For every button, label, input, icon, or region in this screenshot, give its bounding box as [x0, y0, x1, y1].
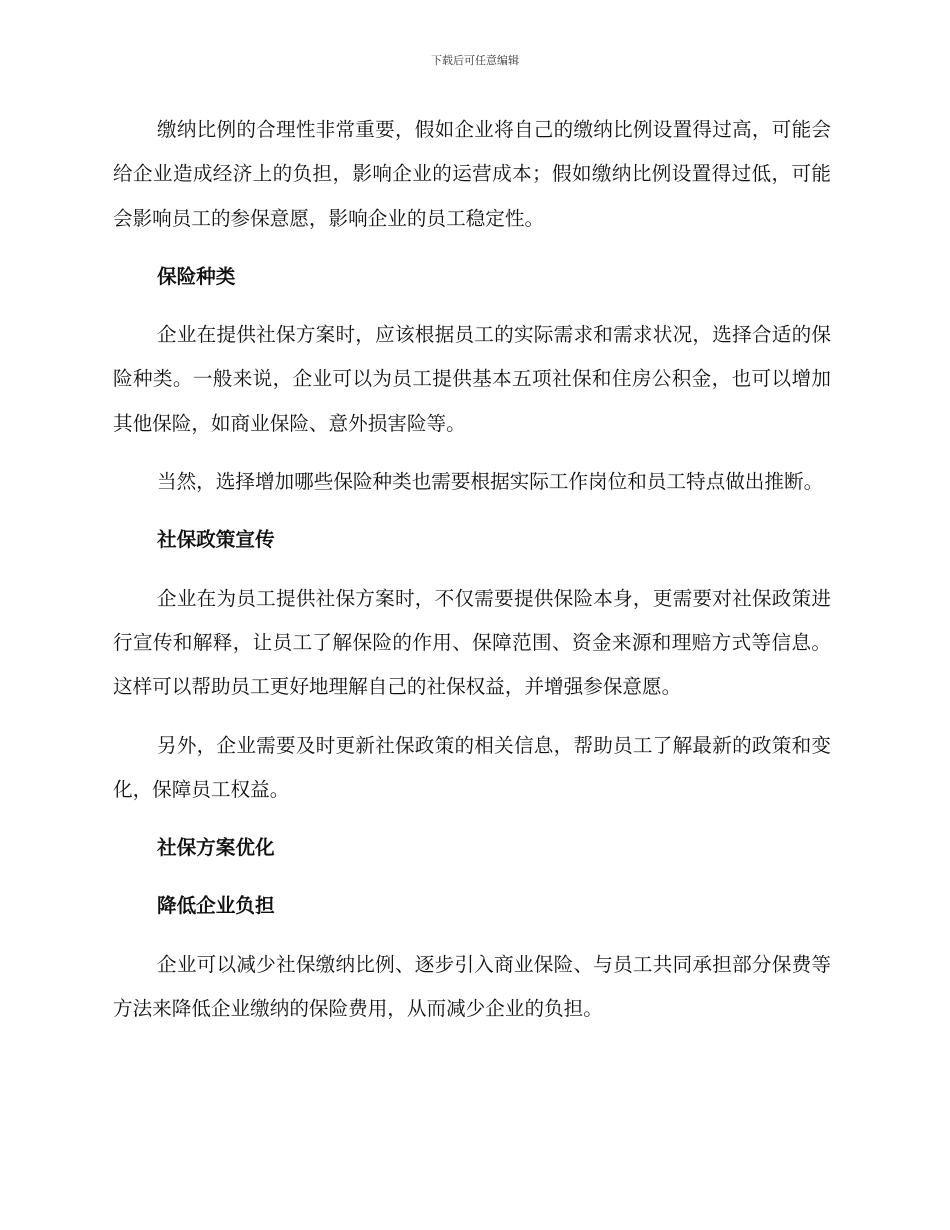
paragraph-policy-update: 另外，企业需要及时更新社保政策的相关信息，帮助员工了解最新的政策和变化，保障员工权益。 — [113, 733, 831, 801]
paragraph-contribution-ratio: 缴纳比例的合理性非常重要，假如企业将自己的缴纳比例设置得过高，可能会给企业造成经济上的负担，影响企业的运营成本；假如缴纳比例设置得过低，可能会影响员工的参保意愿，影响企业的员工稳定性。 — [113, 118, 831, 230]
heading-reduce-burden: 降低企业负担 — [157, 894, 275, 918]
paragraph-policy-promotion: 企业在为员工提供社保方案时，不仅需要提供保险本身，更需要对社保政策进行宣传和解释，让员工了解保险的作用、保障范围、资金来源和理赔方式等信息。这样可以帮助员工更好地理解自己的社保权益，并增强参保意愿。 — [113, 586, 831, 699]
paragraph-insurance-types: 企业在提供社保方案时，应该根据员工的实际需求和需求状况，选择合适的保险种类。一般来说，企业可以为员工提供基本五项社保和住房公积金，也可以增加其他保险，如商业保险、意外损害险等。 — [113, 323, 831, 435]
heading-plan-optimization: 社保方案优化 — [157, 836, 275, 860]
heading-insurance-types: 保险种类 — [157, 264, 236, 288]
paragraph-reduce-burden: 企业可以减少社保缴纳比例、逐步引入商业保险、与员工共同承担部分保费等方法来降低企业缴纳的保险费用，从而减少企业的负担。 — [113, 952, 831, 1021]
heading-policy-promotion: 社保政策宣传 — [157, 528, 275, 552]
page-header: 下载后可任意编辑 — [431, 54, 519, 67]
paragraph-insurance-choice: 当然，选择增加哪些保险种类也需要根据实际工作岗位和员工特点做出推断。 — [157, 470, 824, 494]
document-body — [113, 108, 831, 1045]
